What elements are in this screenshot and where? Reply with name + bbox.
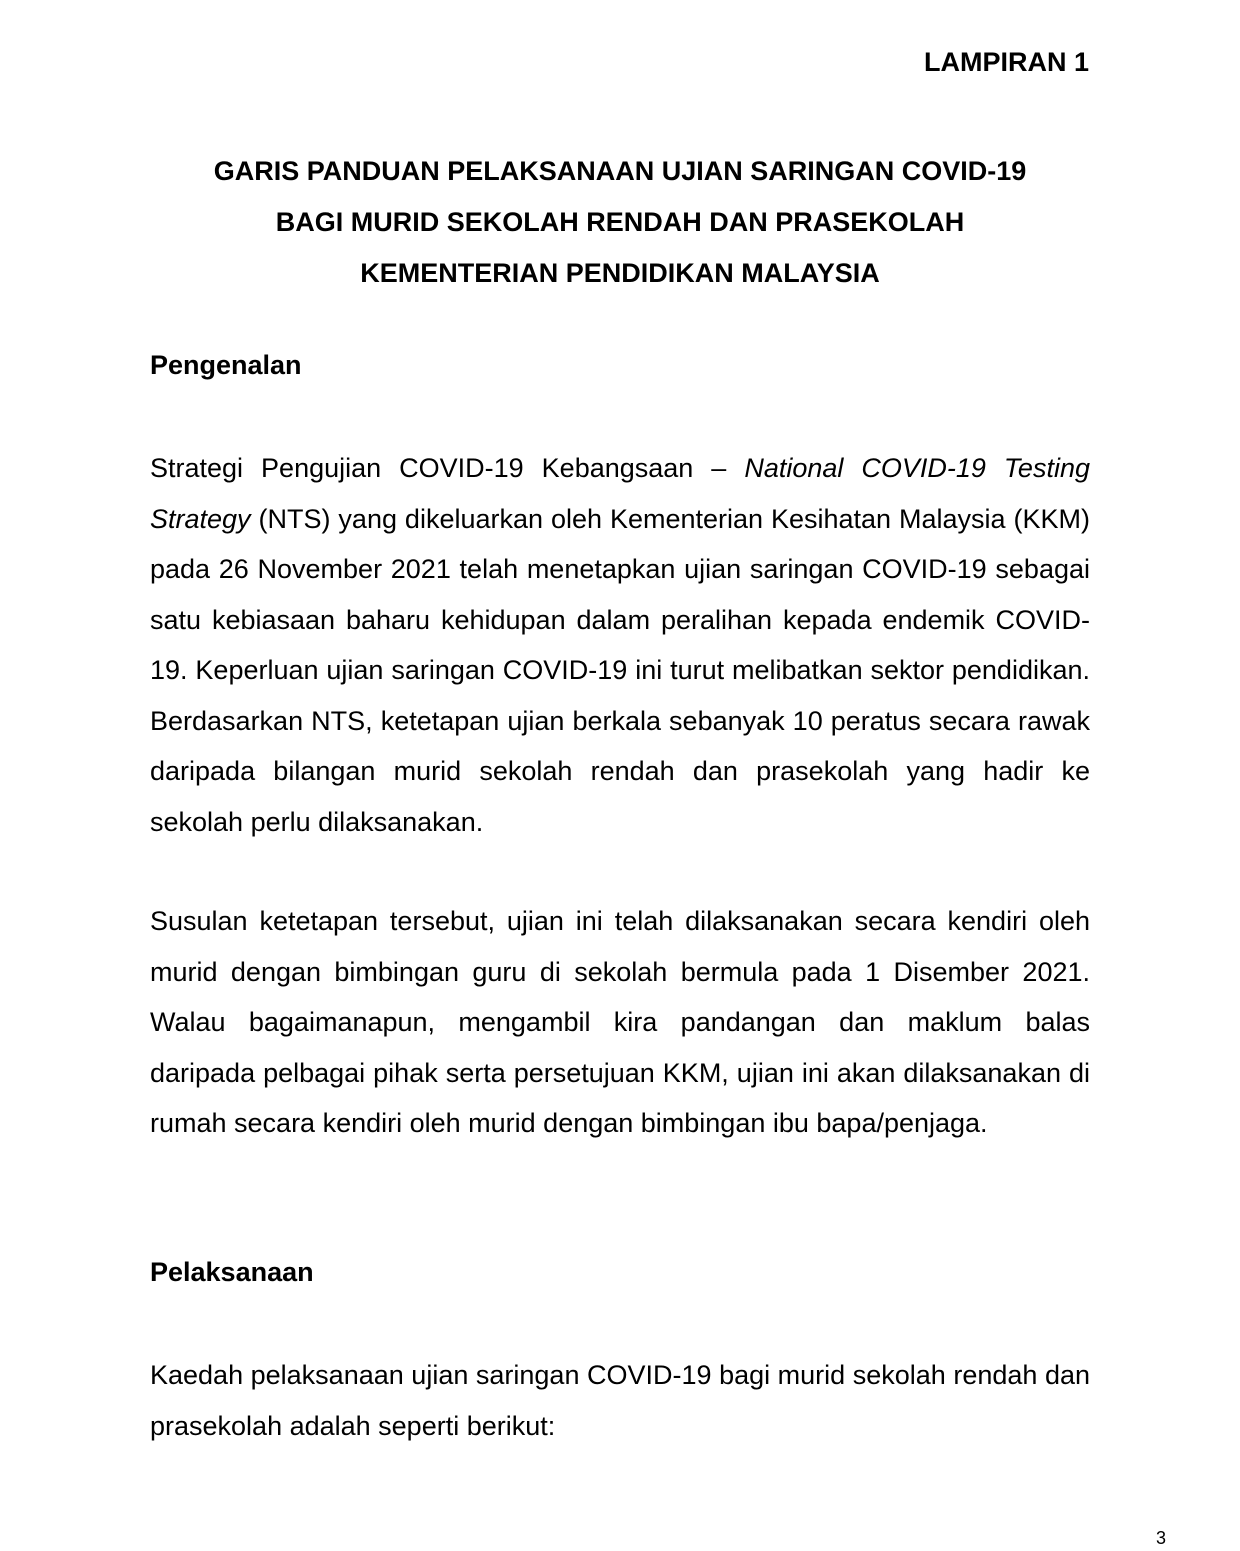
section-heading-pengenalan: Pengenalan: [150, 350, 302, 380]
document-title: [150, 146, 1090, 299]
paragraph-pengenalan-2: Susulan ketetapan tersebut, ujian ini telah dilaksanakan secara kendiri oleh murid dengan bimbingan guru di sekolah bermula pada 1 Disember 2021. Walau bagaimanapun, mengambil kira pandangan dan maklum balas daripada pelbagai pihak serta persetujuan KKM, ujian ini akan dilaksanakan di rumah secara kendiri oleh murid dengan bimbingan ibu bapa/penjaga.: [150, 906, 1090, 1138]
section-heading-pelaksanaan: Pelaksanaan: [150, 1257, 314, 1287]
paragraph-text: Strategi Pengujian COVID-19 Kebangsaan –: [150, 453, 745, 483]
paragraph-text: (NTS) yang dikeluarkan oleh Kementerian Kesihatan Malaysia (KKM) pada 26 November 2021 telah menetapkan ujian saringan COVID-19 sebagai satu kebiasaan baharu kehidupan dalam peralihan kepada endemik COVID-19. Keperluan ujian saringan COVID-19 ini turut melibatkan sektor pendidikan. Berdasarkan NTS, ketetapan ujian berkala sebanyak 10 peratus secara rawak daripada bilangan murid sekolah rendah dan prasekolah yang hadir ke sekolah perlu dilaksanakan.: [150, 503, 1090, 837]
paragraph-pengenalan-1: [150, 443, 1090, 847]
title-line-1: GARIS PANDUAN PELAKSANAAN UJIAN SARINGAN COVID-19: [213, 156, 1027, 186]
title-line-2: BAGI MURID SEKOLAH RENDAH DAN PRASEKOLAH: [275, 207, 965, 237]
paragraph-pelaksanaan-1: Kaedah pelaksanaan ujian saringan COVID-19 bagi murid sekolah rendah dan prasekolah adalah seperti berikut:: [150, 1360, 1090, 1441]
title-line-3: KEMENTERIAN PENDIDIKAN MALAYSIA: [360, 258, 880, 288]
lampiran-label: LAMPIRAN 1: [923, 47, 1089, 77]
page-number: 3: [1155, 1528, 1166, 1548]
paragraph-italic-text: National COVID-19 Testing Strategy: [150, 453, 1090, 534]
